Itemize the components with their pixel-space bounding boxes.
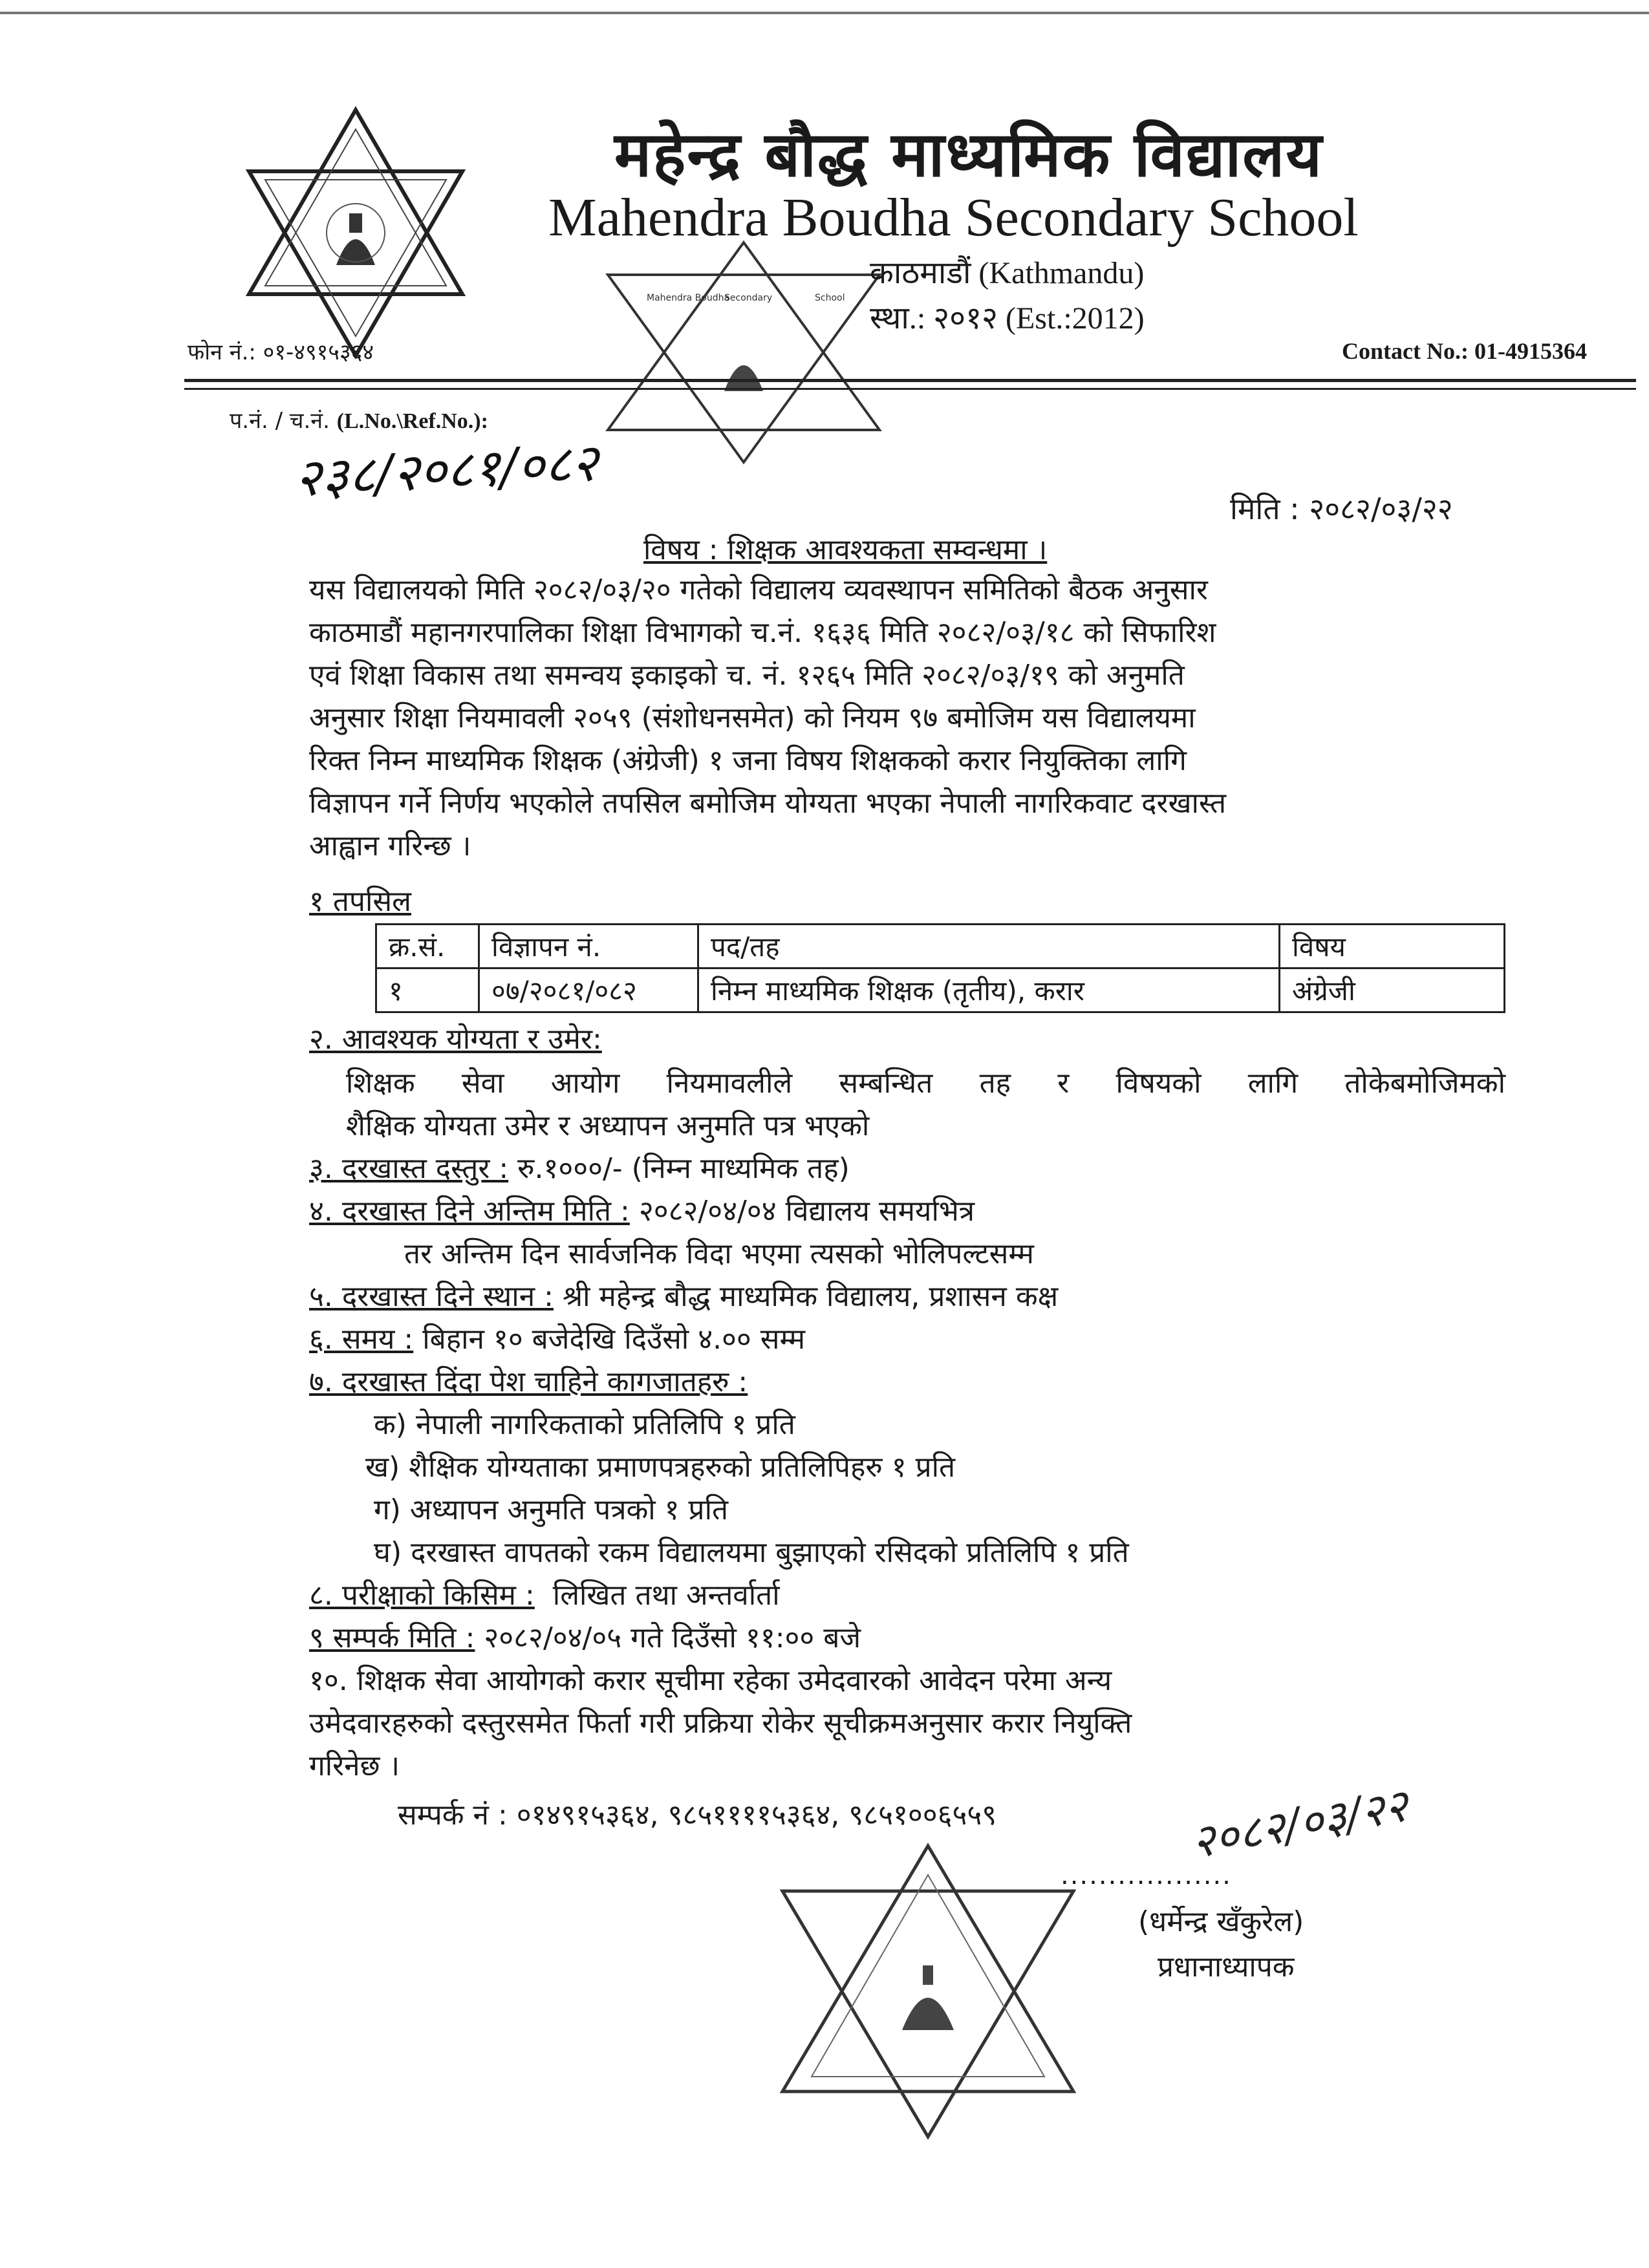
section-10-line: उमेदवारहरुको दस्तुरसमेत फिर्ता गरी प्रक्रिया रोकेर सूचीक्रमअनुसार करार नियुक्ति [309, 1707, 1132, 1740]
table-row [376, 968, 1505, 1012]
section-6-heading: ६. समय : [309, 1323, 414, 1356]
school-name-english: Mahendra Boudha Secondary School [548, 187, 1359, 248]
section-4-value: २०८२/०४/०४ विद्यालय समयभित्र [638, 1195, 975, 1228]
table-cell: ०७/२०८१/०८२ [479, 968, 698, 1012]
section-4-heading: ४. दरखास्त दिने अन्तिम मिति : [309, 1195, 630, 1228]
signature-line: .................. [1061, 1861, 1232, 1890]
section-4 [309, 1190, 975, 1229]
section-5-value: श्री महेन्द्र बौद्ध माध्यमिक विद्यालय, प्रशासन कक्ष [562, 1280, 1059, 1313]
section-3-heading: ३. दरखास्त दस्तुर : [309, 1152, 509, 1185]
body-line: एवं शिक्षा विकास तथा समन्वय इकाइको च. नं. १२६५ मिति २०८२/०३/१९ को अनुमति [309, 659, 1185, 692]
stamp-text-mid: Secondary [724, 293, 773, 303]
section-7-heading: ७. दरखास्त दिंदा पेश चाहिने कागजातहरु : [309, 1365, 748, 1398]
table-cell: निम्न माध्यमिक शिक्षक (तृतीय), करार [698, 968, 1280, 1012]
signatory-name: (धर्मेन्द्र खँकुरेल) [1138, 1905, 1304, 1938]
reference-label [230, 405, 488, 434]
section-2-line: शैक्षिक योग्यता उमेर र अध्यापन अनुमति पत्र भएको [346, 1109, 870, 1142]
phone-nepali: फोन नं.: ०१-४९१५३६४ [188, 339, 374, 365]
stamp-text-left: Mahendra Boudha [647, 293, 730, 303]
section-8-heading: ८. परीक्षाको किसिम : [309, 1579, 535, 1612]
section-10-line: १०. शिक्षक सेवा आयोगको करार सूचीमा रहेका उमेदवारको आवेदन परेमा अन्य [309, 1664, 1112, 1697]
table-header-cell: क्र.सं. [376, 925, 479, 968]
top-border-line [0, 12, 1649, 14]
body-line: अनुसार शिक्षा नियमावली २०५९ (संशोधनसमेत) को नियम ९७ बमोजिम यस विद्यालयमा [309, 701, 1196, 734]
header-rule [184, 379, 1636, 382]
signatory-title: प्रधानाध्यापक [1158, 1951, 1295, 1984]
signature-handwritten: २०८२/०३/२२ [1187, 1779, 1412, 1869]
vacancy-table [375, 923, 1505, 1013]
section-10-line: गरिनेछ । [309, 1749, 400, 1782]
section-3 [309, 1148, 850, 1186]
school-city: काठमाडौं (Kathmandu) [870, 256, 1145, 290]
letter-body [309, 569, 1505, 868]
section-8-value: लिखित तथा अन्तर्वार्ता [552, 1579, 780, 1612]
school-established: स्था.: २०१२ (Est.:2012) [870, 301, 1145, 336]
section-2-line: शिक्षक सेवा आयोग नियमावलीले सम्बन्धित तह र विषयको लागि तोकेबमोजिमको [346, 1067, 1505, 1100]
stamp-text-right: School [815, 293, 845, 303]
document-item: ख) शैक्षिक योग्यताका प्रमाणपत्रहरुको प्रतिलिपिहरु १ प्रति [365, 1451, 956, 1484]
school-seal-logo [239, 103, 472, 362]
table-header-cell: विषय [1280, 925, 1505, 968]
table-cell: १ [376, 968, 479, 1012]
header-rule-thin [184, 388, 1636, 390]
contact-number: Contact No.: 01-4915364 [1342, 338, 1587, 364]
letter-date: मिति : २०८२/०३/२२ [1230, 491, 1453, 526]
section-10 [309, 1660, 1505, 1788]
table-header-row [376, 925, 1505, 968]
section-9-heading: ९ सम्पर्क मिति : [309, 1621, 475, 1654]
section-3-value: रु.१०००/- (निम्न माध्यमिक तह) [517, 1152, 850, 1185]
document-item: ग) अध्यापन अनुमति पत्रको १ प्रति [374, 1493, 729, 1526]
body-line: काठमाडौं महानगरपालिका शिक्षा विभागको च.नं. १६३६ मिति २०८२/०३/१८ को सिफारिश [309, 616, 1216, 649]
section-2-heading: २. आवश्यक योग्यता र उमेर: [309, 1023, 602, 1056]
document-item: क) नेपाली नागरिकताको प्रतिलिपि १ प्रति [374, 1408, 795, 1441]
tapsil-heading: १ तपसिल [309, 885, 411, 918]
reference-label-en: (L.No.\Ref.No.): [336, 409, 488, 433]
table-cell: अंग्रेजी [1280, 968, 1505, 1012]
body-line: विज्ञापन गर्ने निर्णय भएकोले तपसिल बमोजिम योग्यता भएका नेपाली नागरिकवाट दरखास्त [309, 787, 1227, 820]
document-item: घ) दरखास्त वापतको रकम विद्यालयमा बुझाएको रसिदको प्रतिलिपि १ प्रति [374, 1536, 1129, 1569]
body-line: यस विद्यालयको मिति २०८२/०३/२० गतेको विद्यालय व्यवस्थापन समितिको बैठक अनुसार [309, 573, 1208, 606]
section-5-heading: ५. दरखास्त दिने स्थान : [309, 1280, 554, 1313]
school-name-nepali: महेन्द्र बौद्ध माध्यमिक विद्यालय [614, 118, 1324, 191]
body-line: आह्वान गरिन्छ । [309, 829, 471, 862]
school-stamp-center [601, 236, 886, 469]
contact-numbers: सम्पर्क नं : ०१४९१५३६४, ९८५११११५३६४, ९८५१००६५५९ [398, 1799, 997, 1832]
table-header-cell: पद/तह [698, 925, 1280, 968]
section-8 [309, 1574, 780, 1613]
table-header-cell: विज्ञापन नं. [479, 925, 698, 968]
section-6 [309, 1318, 805, 1357]
letter-subject: विषय : शिक्षक आवश्यकता सम्वन्धमा । [643, 533, 1048, 566]
section-9-value: २०८२/०४/०५ गते दिउँसो ११:०० बजे [484, 1621, 861, 1654]
section-6-value: बिहान १० बजेदेखि दिउँसो ४.०० सम्म [422, 1323, 806, 1356]
section-4-line: तर अन्तिम दिन सार्वजनिक विदा भएमा त्यसको भोलिपल्टसम्म [404, 1237, 1034, 1270]
body-line: रिक्त निम्न माध्यमिक शिक्षक (अंग्रेजी) १ जना विषय शिक्षकको करार नियुक्तिका लागि [309, 744, 1187, 777]
reference-number-handwritten: २३८/२०८१/०८२ [293, 432, 600, 509]
section-5 [309, 1276, 1058, 1314]
reference-label-np: प.नं. / च.नं. [230, 408, 330, 434]
school-stamp-bottom [773, 1836, 1083, 2146]
section-9 [309, 1617, 861, 1656]
